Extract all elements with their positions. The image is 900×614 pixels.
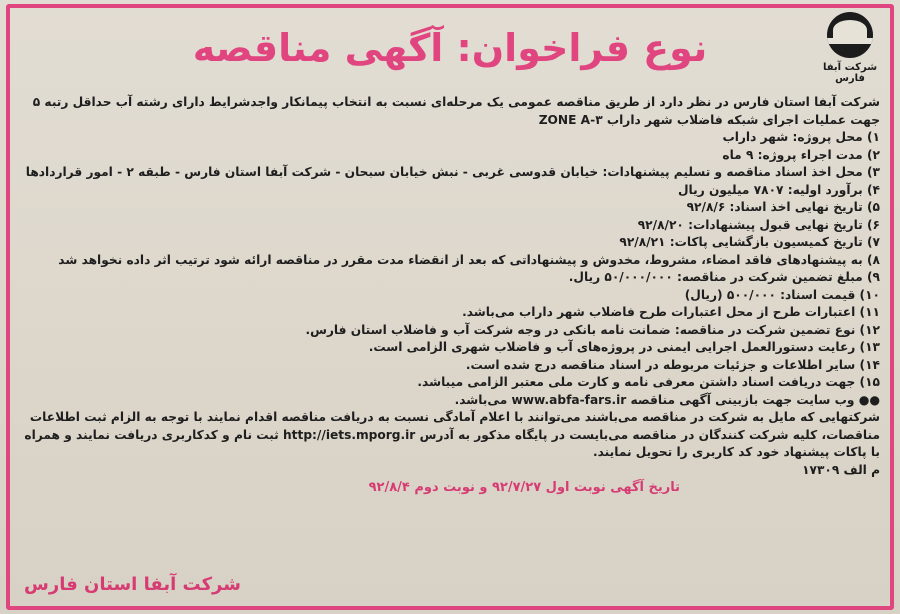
list-item: ۱۳) رعایت دستورالعمل اجرایی ایمنی در پروژه‌های آب و فاضلاب شهری الزامی است. [368, 340, 880, 354]
logo-caption: شرکت آبفا فارس [822, 62, 878, 84]
closing-paragraph: شرکتهایی که مایل به شرکت در مناقصه می‌باشند می‌توانند با اعلام آمادگی نسبت به دریافت مناقصه اقدام نمایند با توجه به الزام ثبت اطلاعات مناقصات، کلیه شرکت کنندگان در مناقصه می‌بایست در پایگاه مذکور به آدرس http://iets.mporg.ir ثبت نام و کدکاربری دریافت نمایند و همراه با پاکات پیشنهاد خود کد کاربری را تحویل نمایند. [24, 410, 880, 459]
list-item: ۴) برآورد اولیه: ۷۸۰۷ میلیون ریال [677, 182, 880, 197]
publication-dates: تاریخ آگهی نوبت اول ۹۲/۷/۲۷ و نوبت دوم ۹۲/۸/۴ [368, 480, 680, 495]
list-item: ۲) مدت اجراء پروژه: ۹ ماه [722, 147, 880, 162]
notice-items [22, 129, 880, 409]
list-item: ●● وب سایت جهت بازبینی آگهی مناقصه www.abfa-fars.ir می‌باشد. [454, 392, 880, 407]
list-item: ۱۵) جهت دریافت اسناد داشتن معرفی نامه و کارت ملی معتبر الزامی میباشد. [417, 375, 880, 389]
list-item: ۱) محل پروژه: شهر داراب [722, 130, 880, 144]
footer-company-name: شرکت آبفا استان فارس [24, 574, 241, 595]
list-item: ۶) تاریخ نهایی قبول پیشنهادات: ۹۲/۸/۲۰ [637, 217, 880, 232]
reference-number: م الف ۱۷۳۰۹ [802, 462, 880, 477]
list-item: ۱۴) سایر اطلاعات و جزئیات مربوطه در اسناد مناقصه درج شده است. [465, 357, 880, 372]
list-item: ۸) به پیشنهادهای فاقد امضاء، مشروط، مخدوش و پیشنهاداتی که بعد از انقضاء مدت مقرر در مناقصه ارائه شود ترتیب اثر داده نخواهد شد [58, 252, 880, 267]
list-item: ۱۰) قیمت اسناد: ۵۰۰/۰۰۰ (ریال) [684, 287, 880, 302]
list-item: ۹) مبلغ تضمین شرکت در مناقصه: ۵۰/۰۰۰/۰۰۰ ریال. [568, 270, 880, 284]
notice-title: نوع فراخوان: آگهی مناقصه [192, 26, 708, 70]
list-item: ۵) تاریخ نهایی اخذ اسناد: ۹۲/۸/۶ [686, 200, 880, 214]
list-item: ۱۲) نوع تضمین شرکت در مناقصه: ضمانت نامه بانکی در وجه شرکت آب و فاضلاب استان فارس. [305, 322, 880, 337]
notice-body [22, 94, 880, 497]
intro-paragraph: شرکت آبفا استان فارس در نظر دارد از طریق مناقصه عمومی یک مرحله‌ای نسبت به انتخاب پیمانکار واجدشرایط دارای رشته آب حداقل رتبه ۵ جهت عملیات اجرای شبکه فاضلاب شهر داراب ۳-ZONE A [32, 95, 880, 127]
list-item: ۳) محل اخذ اسناد مناقصه و تسلیم پیشنهادات: خیابان قدوسی غربی - نبش خیابان سبحان - شرکت آبفا استان فارس - طبقه ۲ - امور قراردادها [25, 165, 880, 179]
list-item: ۱۱) اعتبارات طرح از محل اعتبارات طرح فاضلاب شهر داراب می‌باشد. [462, 305, 880, 319]
list-item: ۷) تاریخ کمیسیون بازگشایی پاکات: ۹۲/۸/۲۱ [619, 235, 880, 249]
